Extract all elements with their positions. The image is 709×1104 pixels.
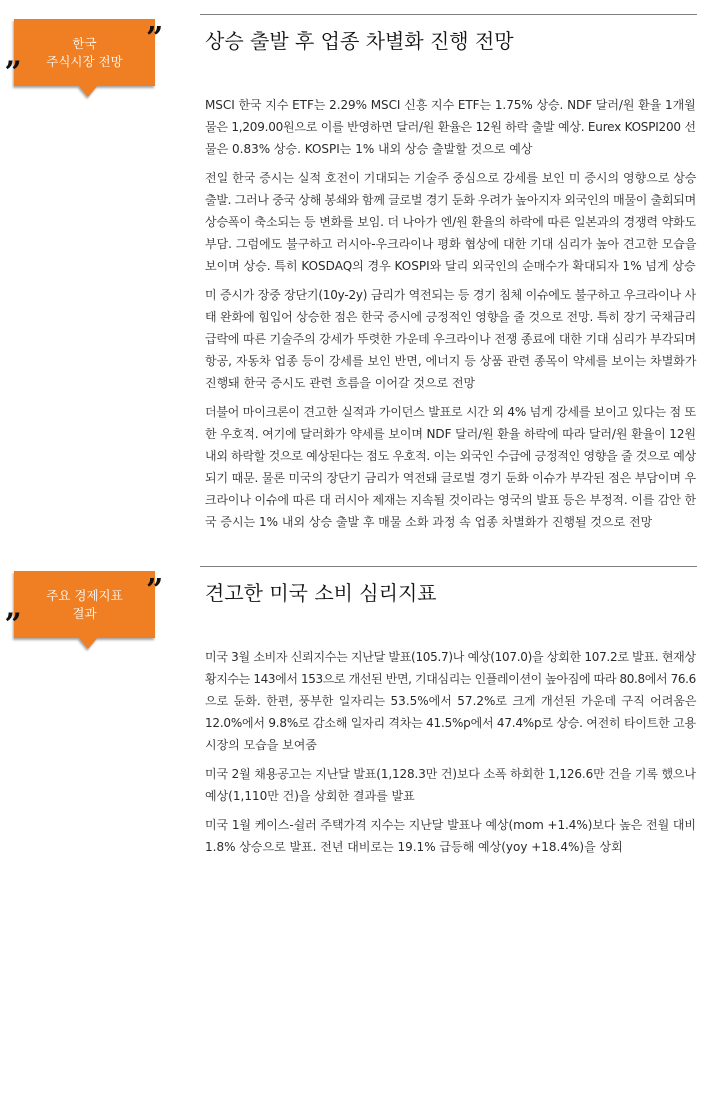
text-line: [205, 646, 697, 668]
quote-close-mark: ”: [146, 21, 164, 56]
quote-close-mark: ”: [146, 573, 164, 608]
text-line-content: 진행돼 한국 증시도 관련 흐름을 이어갈 것으로 전망: [205, 376, 476, 390]
text-line: [205, 401, 697, 423]
text-line: [205, 423, 697, 445]
text-line: [205, 167, 697, 189]
text-line-content: 보이며 상승. 특히 KOSDAQ의 경우 KOSPI와 달리 외국인의 순매수가 확대되자 1% 넘게 상승: [205, 259, 696, 273]
text-line: [205, 372, 697, 394]
text-line-content: 국 증시는 1% 내외 상승 출발 후 매물 소화 과정 속 업종 차별화가 진행될 것으로 전망: [205, 515, 653, 529]
section-divider: [200, 566, 697, 567]
paragraph: [205, 284, 697, 394]
text-line-content: 전일 한국 증시는 실적 호전이 기대되는 기술주 중심으로 강세를 보인 미 증시의 영향으로 상승: [205, 171, 697, 185]
text-line-content: 크라이나 이슈에 따른 대 러시아 제재는 지속될 것이라는 영국의 발표 등은 부정적. 이를 감안 한: [205, 493, 696, 507]
section-title: 견고한 미국 소비 심리지표: [205, 581, 437, 605]
badge-pointer: [78, 637, 98, 649]
text-line: [205, 511, 697, 533]
text-line-content: 출발. 그러나 중국 상해 봉쇄와 함께 글로벌 경기 둔화 우려가 높아지자 외국인의 매물이 출회되며: [205, 193, 696, 207]
section-title: 상승 출발 후 업종 차별화 진행 전망: [205, 29, 514, 53]
text-line-content: 미 증시가 장중 장단기(10y-2y) 금리가 역전되는 등 경기 침체 이슈에도 불구하고 우크라이나 사: [205, 288, 696, 302]
section-label-badge: [14, 19, 155, 98]
text-line-content: 한 우호적. 여기에 달러화가 약세를 보이며 NDF 달러/원 환율 하락에 따라 달러/원 환율이 12원: [205, 427, 696, 441]
text-line: [205, 116, 697, 138]
text-line-content: 황지수는 143에서 153으로 개선된 반면, 기대심리는 인플레이션이 높아짐에 따라 80.8에서 76.6: [205, 672, 696, 686]
paragraph: [205, 763, 697, 807]
text-line: [205, 836, 697, 858]
paragraph: [205, 94, 697, 160]
text-line-content: 상승폭이 축소되는 등 변화를 보임. 더 나아가 엔/원 환율의 하락에 따른 일본과의 경쟁력 약화도: [205, 215, 696, 229]
paragraph: [205, 646, 697, 756]
text-line: [205, 306, 697, 328]
text-line: [205, 233, 697, 255]
text-line: [205, 489, 697, 511]
text-line: [205, 255, 697, 277]
text-line-content: 부담. 그럼에도 불구하고 러시아-우크라이나 평화 협상에 대한 기대 심리가 높아 견고한 모습을: [205, 237, 697, 251]
section-label-line: 주요 경제지표: [46, 587, 123, 603]
section-label-box: [14, 571, 155, 638]
quote-open-mark: „: [5, 590, 23, 625]
text-line: [205, 94, 697, 116]
text-line-content: 물은 0.83% 상승. KOSPI는 1% 내외 상승 출발할 것으로 예상: [205, 142, 533, 156]
text-line: [205, 445, 697, 467]
paragraph: [205, 167, 697, 277]
text-line: [205, 211, 697, 233]
text-line-content: 태 완화에 힘입어 상승한 점은 한국 증시에 긍정적인 영향을 줄 것으로 전망. 특히 장기 국채금리: [205, 310, 696, 324]
badge-pointer: [78, 85, 98, 97]
text-line-content: 1.8% 상승으로 발표. 전년 대비로는 19.1% 급등해 예상(yoy +18.4%)을 상회: [205, 840, 623, 854]
text-line-content: 시장의 모습을 보여줌: [205, 738, 317, 752]
text-line-content: 더불어 마이크론이 견고한 실적과 가이던스 발표로 시간 외 4% 넘게 강세를 보이고 있다는 점 또: [205, 405, 696, 419]
text-line: [205, 763, 697, 785]
section-economic-indicators: [0, 552, 709, 1104]
text-line: [205, 467, 697, 489]
text-line-content: 12.0%에서 9.8%로 감소해 일자리 격차는 41.5%p에서 47.4%p로 상승. 여전히 타이트한 고용: [205, 716, 696, 730]
text-line-content: 예상(1,110만 건)을 상회한 결과를 발표: [205, 789, 415, 803]
text-line-content: MSCI 한국 지수 ETF는 2.29% MSCI 신흥 지수 ETF는 1.75% 상승. NDF 달러/원 환율 1개월: [205, 98, 696, 112]
text-line-content: 미국 3월 소비자 신뢰지수는 지난달 발표(105.7)나 예상(107.0)을 상회한 107.2로 발표. 현재상: [205, 650, 696, 664]
text-line: [205, 690, 697, 712]
section-label-badge: [14, 571, 155, 650]
text-line-content: 항공, 자동차 업종 등이 강세를 보인 반면, 에너지 등 상품 관련 종목이 약세를 보이는 차별화가: [205, 354, 697, 368]
text-line: [205, 138, 697, 160]
text-line-content: 미국 1월 케이스-쉴러 주택가격 지수는 지난달 발표나 예상(mom +1.4%)보다 높은 전월 대비: [205, 818, 696, 832]
section-label-line: 주식시장 전망: [46, 53, 123, 69]
section-label-line: 결과: [72, 605, 97, 621]
section-divider: [200, 14, 697, 15]
text-line-content: 물은 1,209.00원으로 이를 반영하면 달러/원 환율은 12원 하락 출발 예상. Eurex KOSPI200 선: [205, 120, 696, 134]
text-line: [205, 328, 697, 350]
text-line-content: 으로 둔화. 한편, 풍부한 일자리는 53.5%에서 57.2%로 크게 개선된 가운데 구직 어려움은: [205, 694, 697, 708]
quote-open-mark: „: [5, 38, 23, 73]
text-line-content: 내외 하락할 것으로 예상된다는 점도 우호적. 이는 외국인 수급에 긍정적인 영향을 줄 것으로 예상: [205, 449, 696, 463]
text-line: [205, 785, 697, 807]
section-label-line: 한국: [72, 35, 97, 51]
section-body: [205, 94, 697, 540]
text-line-content: 급락에 따른 기술주의 강세가 뚜렷한 가운데 우크라이나 전쟁 종료에 대한 기대 심리가 부각되며: [205, 332, 696, 346]
paragraph: [205, 401, 697, 533]
text-line: [205, 668, 697, 690]
text-line: [205, 189, 697, 211]
section-body: [205, 646, 697, 865]
text-line: [205, 734, 697, 756]
paragraph: [205, 814, 697, 858]
text-line: [205, 350, 697, 372]
text-line: [205, 712, 697, 734]
text-line-content: 되기 때문. 물론 미국의 장단기 금리가 역전돼 글로벌 경기 둔화 이슈가 부각된 점은 부담이며 우: [205, 471, 696, 485]
text-line-content: 미국 2월 채용공고는 지난달 발표(1,128.3만 건)보다 소폭 하회한 1,126.6만 건을 기록 했으나: [205, 767, 696, 781]
text-line: [205, 814, 697, 836]
text-line: [205, 284, 697, 306]
section-label-box: [14, 19, 155, 86]
